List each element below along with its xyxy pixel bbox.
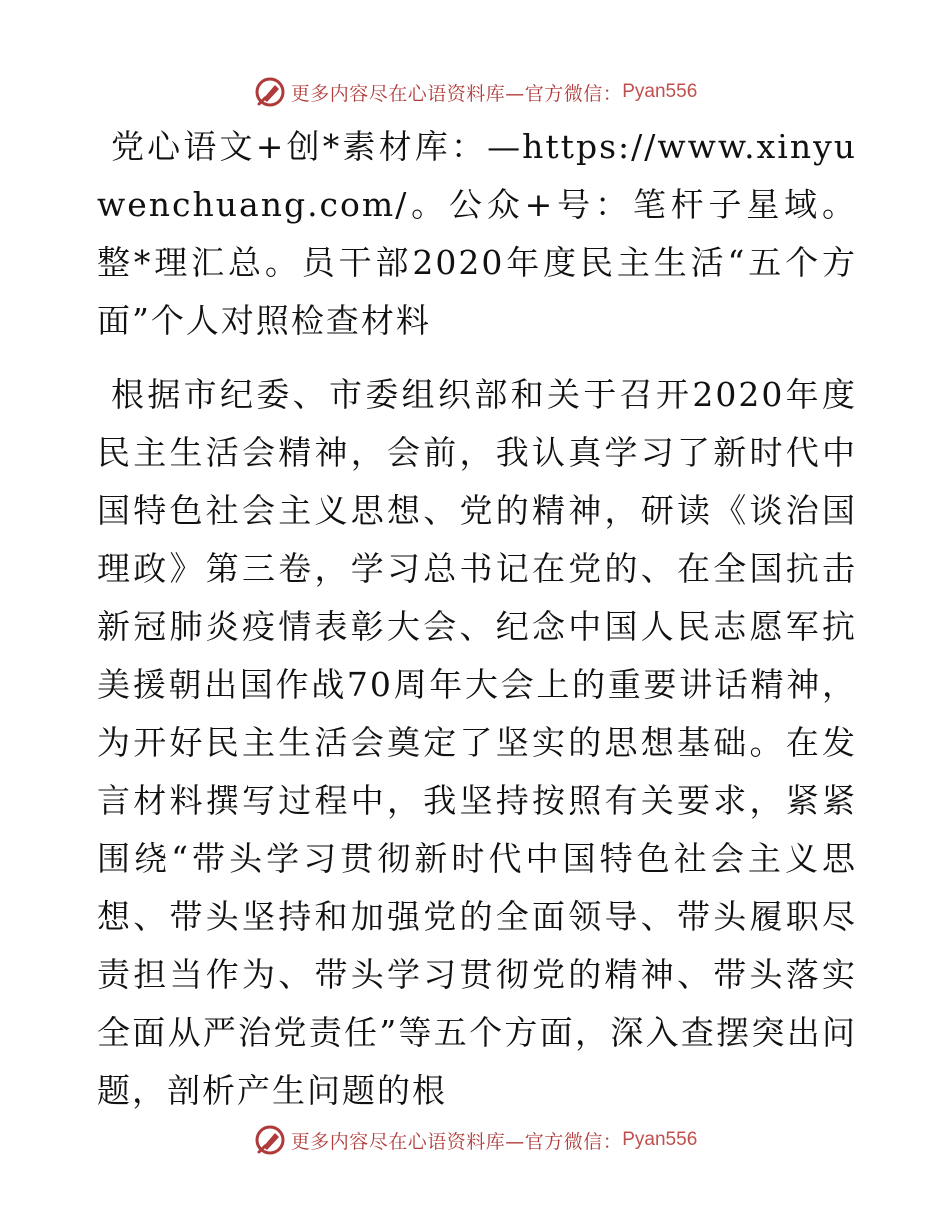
banner-wechat-handle: Pyan556 bbox=[622, 81, 698, 102]
document-body bbox=[97, 118, 857, 1120]
pen-nib-logo-icon bbox=[253, 1123, 287, 1157]
document-title-paragraph: 党心语文+创*素材库：—https://www.xinyuwenchuang.com/。公众+号：笔杆子星域。整*理汇总。员干部2020年度民主生活“五个方面”个人对照检查材料 bbox=[97, 127, 857, 340]
document-body-paragraph: 根据市纪委、市委组织部和关于召开2020年度民主生活会精神，会前，我认真学习了新时代中国特色社会主义思想、党的精神，研读《谈治国理政》第三卷，学习总书记在党的、在全国抗击新冠肺炎疫情表彰大会、纪念中国人民志愿军抗美援朝出国作战70周年大会上的重要讲话精神，为开好民主生活会奠定了坚实的思想基础。在发言材料撰写过程中，我坚持按照有关要求，紧紧围绕“带头学习贯彻新时代中国特色社会主义思想、带头坚持和加强党的全面领导、带头履职尽责担当作为、带头学习贯彻党的精神、带头落实全面从严治党责任”等五个方面，深入查摆突出问题，剖析产生问题的根 bbox=[97, 375, 857, 1110]
banner-wechat-handle: Pyan556 bbox=[622, 1129, 698, 1150]
header-watermark-banner bbox=[0, 70, 950, 114]
footer-watermark-banner bbox=[0, 1118, 950, 1162]
banner-text: 更多内容尽在心语资料库—官方微信： bbox=[290, 82, 623, 105]
pen-nib-logo-icon bbox=[253, 75, 287, 109]
banner-text: 更多内容尽在心语资料库—官方微信： bbox=[290, 1130, 623, 1153]
